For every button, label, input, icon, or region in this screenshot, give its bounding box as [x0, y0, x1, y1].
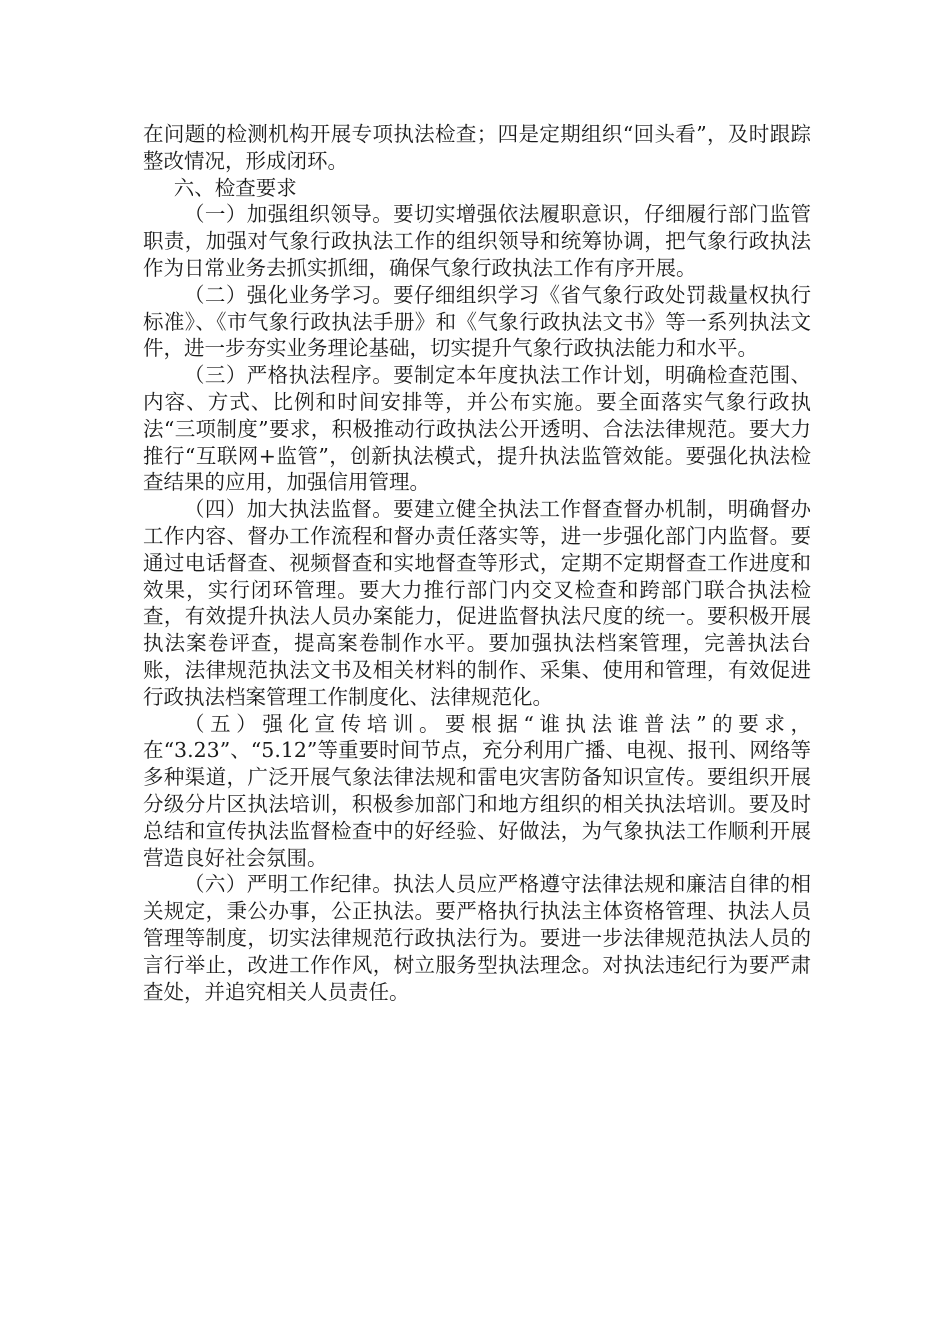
paragraph-enforcement-supervision: （四）加大执法监督。要建立健全执法工作督查督办机制，明确督办工作内容、督办工作流程和督办责任落实等，进一步强化部门内监督。要通过电话督查、视频督查和实地督查等形式，定期不定期督查工作进度和效果，实行闭环管理。要大力推行部门内交叉检查和跨部门联合执法检查，有效提升执法人员办案能力，促进监督执法尺度的统一。要积极开展执法案卷评查，提高案卷制作水平。要加强执法档案管理，完善执法台账，法律规范执法文书及相关材料的制作、采集、使用和管理，有效促进行政执法档案管理工作制度化、法律规范化。 — [143, 497, 811, 709]
document-body — [143, 121, 811, 1005]
section-heading: 六、检查要求 — [173, 175, 297, 200]
paragraph-publicity-training: （五）强化宣传培训。要根据“谁执法谁普法”的要求，在“3.23”、“5.12”等重要时间节点，充分利用广播、电视、报刊、网络等多种渠道，广泛开展气象法律法规和雷电灾害防备知识宣传。要组织开展分级分片区执法培训，积极参加部门和地方组织的相关执法培训。要及时总结和宣传执法监督检查中的好经验、好做法，为气象执法工作顺利开展营造良好社会氛围。 — [143, 711, 811, 870]
paragraph-organization-leadership: （一）加强组织领导。要切实增强依法履职意识，仔细履行部门监管职责，加强对气象行政执法工作的组织领导和统筹协调，把气象行政执法作为日常业务去抓实抓细，确保气象行政执法工作有序开展。 — [143, 202, 811, 280]
paragraph-enforcement-procedure: （三）严格执法程序。要制定本年度执法工作计划，明确检查范围、内容、方式、比例和时间安排等，并公布实施。要全面落实气象行政执法“三项制度”要求，积极推动行政执法公开透明、合法法律规范。要大力推行“互联网+监管”，创新执法模式，提升执法监管效能。要强化执法检查结果的应用，加强信用管理。 — [143, 363, 811, 495]
paragraph-continuation: 在问题的检测机构开展专项执法检查；四是定期组织“回头看”，及时跟踪整改情况，形成闭环。 — [143, 122, 811, 173]
paragraph-work-discipline: （六）严明工作纪律。执法人员应严格遵守法律法规和廉洁自律的相关规定，秉公办事，公正执法。要严格执行执法主体资格管理、执法人员管理等制度，切实法律规范行政执法行为。要进一步法律规范执法人员的言行举止，改进工作作风，树立服务型执法理念。对执法违纪行为要严肃查处，并追究相关人员责任。 — [143, 872, 811, 1004]
paragraph-business-study: （二）强化业务学习。要仔细组织学习《省气象行政处罚裁量权执行标准》、《市气象行政执法手册》和《气象行政执法文书》等一系列执法文件，进一步夯实业务理论基础，切实提升气象行政执法能力和水平。 — [143, 282, 811, 361]
